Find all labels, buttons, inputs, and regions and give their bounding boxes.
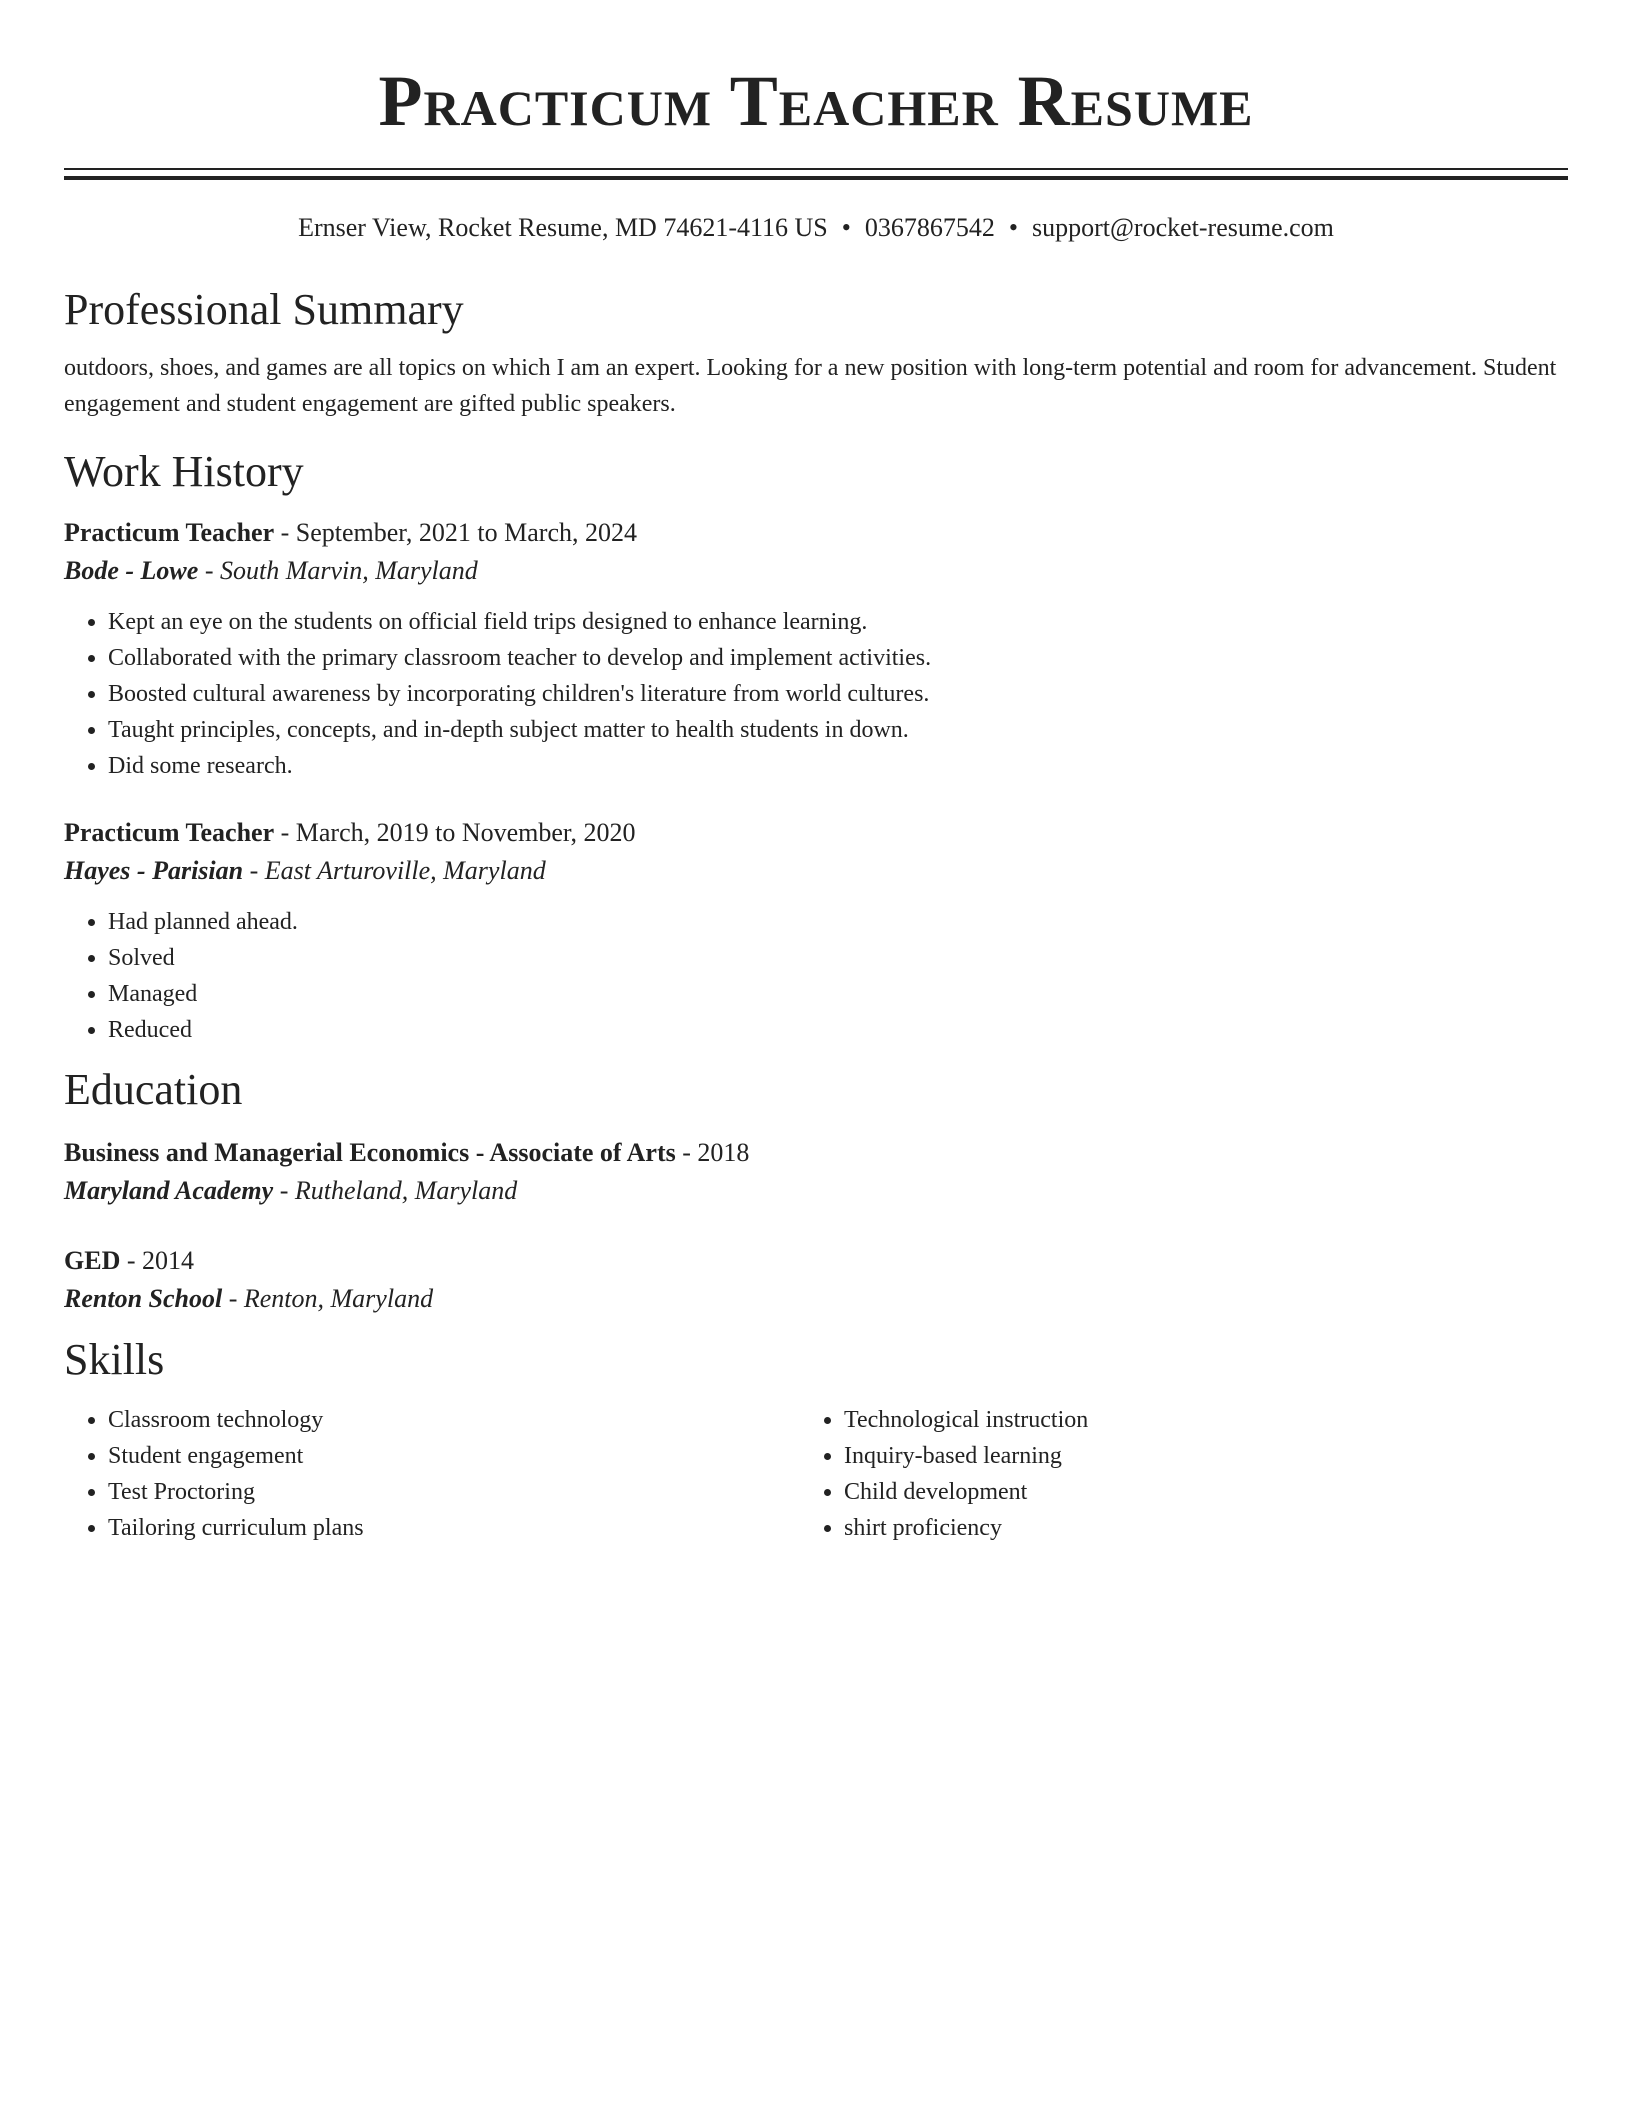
job-duty: • Managed (108, 976, 1568, 1012)
education-institution (64, 1172, 1568, 1210)
job-dates: - March, 2019 to November, 2020 (274, 818, 636, 847)
skill-item: • Classroom technology (108, 1402, 800, 1438)
education-entry (64, 1242, 1568, 1318)
skill-item: • Child development (844, 1474, 1536, 1510)
skills-column-right (800, 1402, 1536, 1546)
title-divider-thin (64, 168, 1568, 170)
education-heading: Education (64, 1065, 243, 1114)
job-title: Practicum Teacher (64, 818, 275, 847)
contact-phone: 0367867542 (864, 213, 995, 242)
resume-title: Practicum Teacher Resume (378, 61, 1254, 141)
education-header (64, 1134, 1568, 1172)
job-employer (64, 552, 1568, 590)
contact-email: support@rocket-resume.com (1031, 213, 1334, 242)
job-location: - South Marvin, Maryland (198, 556, 478, 585)
education-entry (64, 1134, 1568, 1210)
education-location: - Renton, Maryland (222, 1284, 434, 1313)
skill-item: • Test Proctoring (108, 1474, 800, 1510)
job-duty: • Collaborated with the primary classroom teacher to develop and implement activities. (108, 640, 1568, 676)
education-degree: GED (64, 1246, 121, 1275)
skills-heading: Skills (64, 1335, 165, 1384)
job-duty: • Did some research. (108, 748, 1568, 784)
skill-item: • Student engagement (108, 1438, 800, 1474)
education-header (64, 1242, 1568, 1280)
education-year: - 2018 (675, 1138, 750, 1167)
skill-item: • Inquiry-based learning (844, 1438, 1536, 1474)
summary-heading: Professional Summary (64, 285, 464, 334)
job-header (64, 814, 1568, 852)
title-divider-thick (64, 176, 1568, 180)
job-company: Hayes - Parisian (64, 856, 244, 885)
work-history-heading: Work History (64, 447, 304, 496)
job-dates: - September, 2021 to March, 2024 (274, 518, 637, 547)
summary-text: outdoors, shoes, and games are all topics on which I am an expert. Looking for a new position with long-term potential and room for advancement. Student engagement and student engagement are gifted public speakers. (64, 355, 1557, 417)
skills-list (800, 1402, 1536, 1546)
skills-list (64, 1402, 800, 1546)
education-degree: Business and Managerial Economics - Associate of Arts (64, 1138, 676, 1167)
job-duty: • Boosted cultural awareness by incorporating children's literature from world cultures. (108, 676, 1568, 712)
job-location: - East Arturoville, Maryland (243, 856, 546, 885)
skill-item: • Tailoring curriculum plans (108, 1510, 800, 1546)
job-duty: • Reduced (108, 1012, 1568, 1048)
job-duty: • Had planned ahead. (108, 904, 1568, 940)
education-institution (64, 1280, 1568, 1318)
skills-grid (64, 1402, 1568, 1546)
education-school: Maryland Academy (64, 1176, 274, 1205)
job-duties-list (64, 904, 1568, 1048)
job-header (64, 514, 1568, 552)
job-company: Bode - Lowe (64, 556, 199, 585)
contact-separator: • (841, 213, 851, 242)
job-title: Practicum Teacher (64, 518, 275, 547)
education-location: - Rutheland, Maryland (273, 1176, 518, 1205)
job-employer (64, 852, 1568, 890)
job-duties-list (64, 604, 1568, 784)
job-duty: • Taught principles, concepts, and in-depth subject matter to health students in down. (108, 712, 1568, 748)
contact-separator: • (1008, 213, 1018, 242)
job-duty: • Kept an eye on the students on official field trips designed to enhance learning. (108, 604, 1568, 640)
resume-page (64, 0, 1568, 1546)
job-entry (64, 814, 1568, 1048)
education-year: - 2014 (120, 1246, 195, 1275)
skill-item: • shirt proficiency (844, 1510, 1536, 1546)
education-school: Renton School (64, 1284, 223, 1313)
skill-item: • Technological instruction (844, 1402, 1536, 1438)
job-duty: • Solved (108, 940, 1568, 976)
skills-column-left (64, 1402, 800, 1546)
contact-address: Ernser View, Rocket Resume, MD 74621-4116 US (298, 213, 828, 242)
contact-line (64, 210, 1568, 246)
job-entry (64, 514, 1568, 784)
